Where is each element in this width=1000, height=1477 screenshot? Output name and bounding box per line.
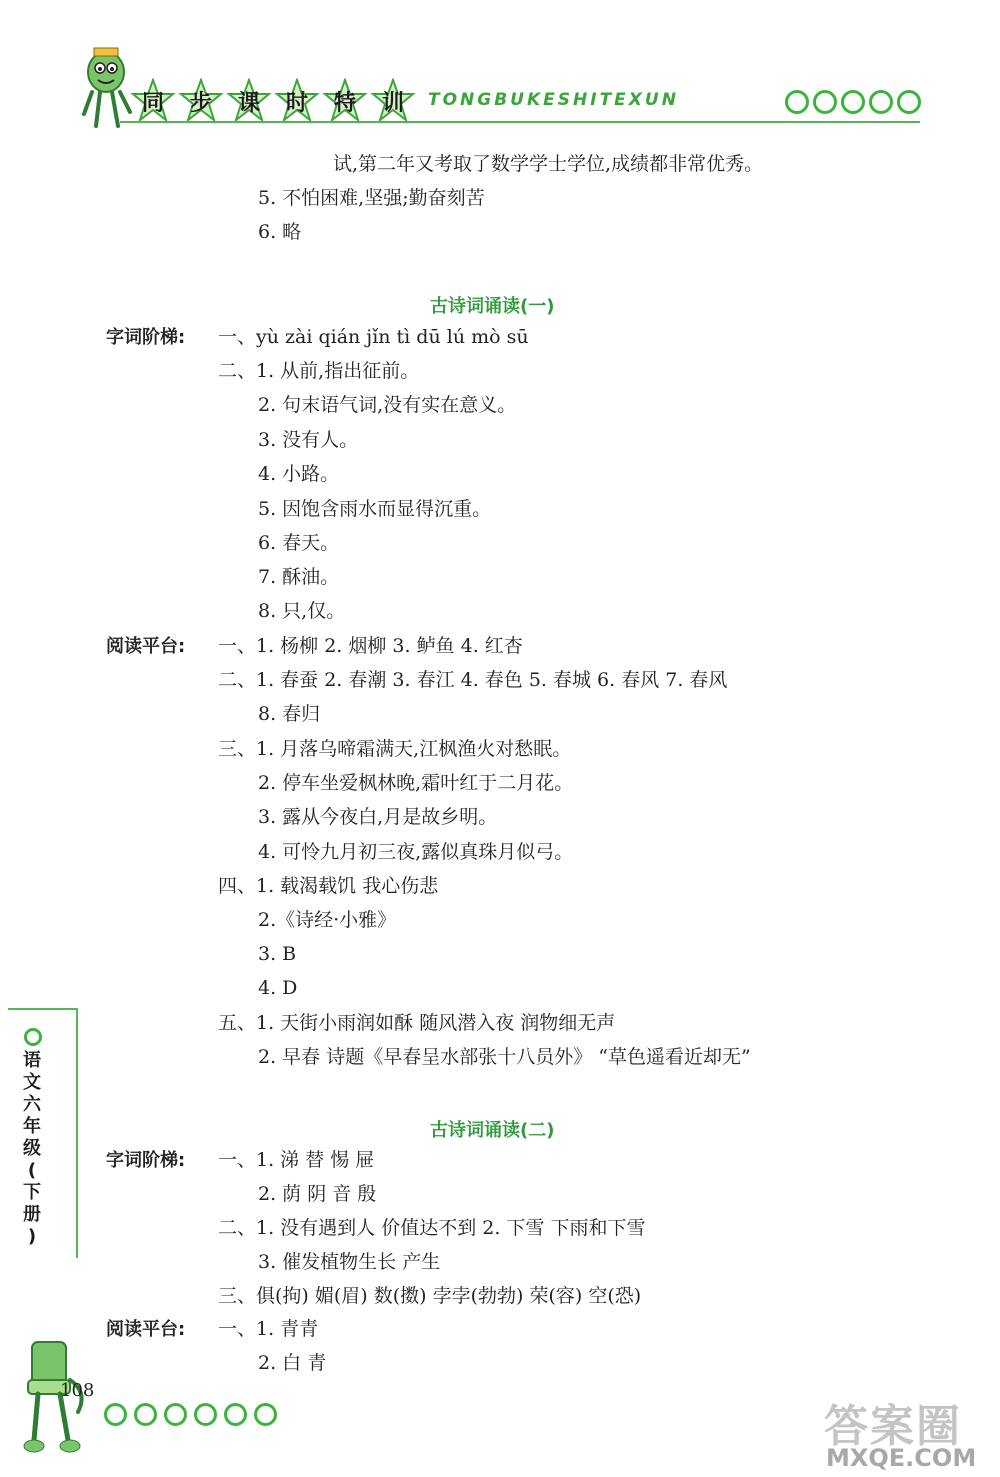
title-char: 时 <box>285 90 308 116</box>
answer-line: 5. 不怕困难,坚强;勤奋刻苦 <box>258 187 485 209</box>
sidebar-char: 下 <box>23 1182 41 1203</box>
answer-line: 2. 白 青 <box>258 1352 327 1374</box>
answer-line: 四、1. 载渴载饥 我心伤悲 <box>218 875 439 897</box>
title-char: 特 <box>333 90 356 116</box>
answer-line: 7. 酥油。 <box>258 566 340 588</box>
answer-line: 2. 早春 诗题《早春呈水部张十八员外》 “草色遥看近却无” <box>258 1046 751 1068</box>
answer-line: 二、1. 从前,指出征前。 <box>218 360 420 382</box>
circle-icon <box>104 1403 127 1426</box>
title-char: 训 <box>381 90 404 116</box>
answer-line: 一、yù zài qián jǐn tì dū lú mò sū <box>218 326 529 348</box>
title-star <box>178 78 224 124</box>
answer-line: 一、1. 涕 替 惕 屉 <box>218 1149 375 1171</box>
sidebar-char: 文 <box>23 1072 41 1093</box>
title-star <box>370 78 416 124</box>
circle-icon <box>194 1403 217 1426</box>
answer-line: 3. 没有人。 <box>258 429 359 451</box>
circle-icon <box>164 1403 187 1426</box>
page-header <box>0 0 1000 140</box>
circle-icon <box>897 90 921 114</box>
section-label: 阅读平台: <box>106 636 186 657</box>
answer-line: 6. 略 <box>258 221 302 243</box>
section-label: 阅读平台: <box>106 1319 186 1340</box>
circle-icon <box>254 1403 277 1426</box>
watermark-text: 答案圈 <box>824 1401 962 1452</box>
section-label: 字词阶梯: <box>106 1150 186 1171</box>
sidebar-char: ( <box>27 1160 37 1181</box>
title-star <box>130 78 176 124</box>
section-title: 古诗词诵读(二) <box>430 1120 555 1141</box>
answer-line: 二、1. 没有遇到人 价值达不到 2. 下雪 下雨和下雪 <box>218 1217 646 1239</box>
decorative-circles <box>104 1403 284 1426</box>
circle-icon <box>224 1403 247 1426</box>
sidebar-char: 六 <box>23 1094 41 1115</box>
answer-line: 一、1. 青青 <box>218 1318 319 1340</box>
answer-line: 6. 春天。 <box>258 532 340 554</box>
sidebar-char: 级 <box>23 1138 41 1159</box>
circle-icon <box>841 90 865 114</box>
pinyin-title: TONGBUKESHITEXUN <box>428 90 679 110</box>
answer-line: 2. 停车坐爱枫林晚,霜叶红于二月花。 <box>258 772 574 794</box>
answer-line: 3. 露从今夜白,月是故乡明。 <box>258 806 498 828</box>
answer-line: 三、俱(拘) 媚(眉) 数(擞) 孛孛(勃勃) 荣(容) 空(恐) <box>218 1285 642 1307</box>
circle-icon <box>869 90 893 114</box>
sidebar-char: 册 <box>23 1204 41 1225</box>
circle-icon <box>134 1403 157 1426</box>
circle-icon <box>785 90 809 114</box>
watermark-url: MXQE.COM <box>826 1444 977 1472</box>
circle-icon <box>24 1028 42 1046</box>
sidebar-divider <box>8 1008 76 1010</box>
answer-line: 3. B <box>258 943 297 965</box>
answer-line: 4. 可怜九月初三夜,露似真珠月似弓。 <box>258 841 574 863</box>
decorative-circles <box>785 90 925 114</box>
section-title: 古诗词诵读(一) <box>430 296 555 317</box>
answer-line: 3. 催发植物生长 产生 <box>258 1251 441 1273</box>
answer-line: 4. D <box>258 977 298 999</box>
answer-line: 4. 小路。 <box>258 463 340 485</box>
title-char: 步 <box>189 90 212 116</box>
sidebar-char: ) <box>27 1226 37 1247</box>
page-number: 108 <box>60 1380 95 1401</box>
sidebar-char: 年 <box>23 1116 41 1137</box>
answer-line: 2. 荫 阴 音 殷 <box>258 1183 377 1205</box>
answer-line: 2.《诗经·小雅》 <box>258 909 397 931</box>
sidebar-subject-label <box>20 1050 44 1248</box>
answer-line: 2. 句末语气词,没有实在意义。 <box>258 394 517 416</box>
sidebar-divider <box>76 1008 78 1258</box>
circle-icon <box>813 90 837 114</box>
title-char: 课 <box>237 90 260 116</box>
answer-line: 五、1. 天街小雨润如酥 随风潜入夜 润物细无声 <box>218 1012 616 1034</box>
title-char: 同 <box>141 90 164 116</box>
answer-line: 三、1. 月落乌啼霜满天,江枫渔火对愁眠。 <box>218 738 572 760</box>
answer-line: 试,第二年又考取了数学学士学位,成绩都非常优秀。 <box>333 153 764 175</box>
answer-line: 8. 春归 <box>258 703 321 725</box>
watermark-logo <box>820 1390 995 1475</box>
answer-line: 一、1. 杨柳 2. 烟柳 3. 鲈鱼 4. 红杏 <box>218 635 523 657</box>
sidebar-char: 语 <box>23 1050 41 1071</box>
title-stars <box>130 78 418 124</box>
answer-line: 8. 只,仅。 <box>258 600 346 622</box>
header-divider <box>120 121 920 123</box>
title-star <box>322 78 368 124</box>
title-star <box>274 78 320 124</box>
section-label: 字词阶梯: <box>106 327 186 348</box>
answer-line: 二、1. 春蚕 2. 春潮 3. 春江 4. 春色 5. 春城 6. 春风 7. 春风 <box>218 669 728 691</box>
answer-line: 5. 因饱含雨水而显得沉重。 <box>258 498 492 520</box>
title-star <box>226 78 272 124</box>
